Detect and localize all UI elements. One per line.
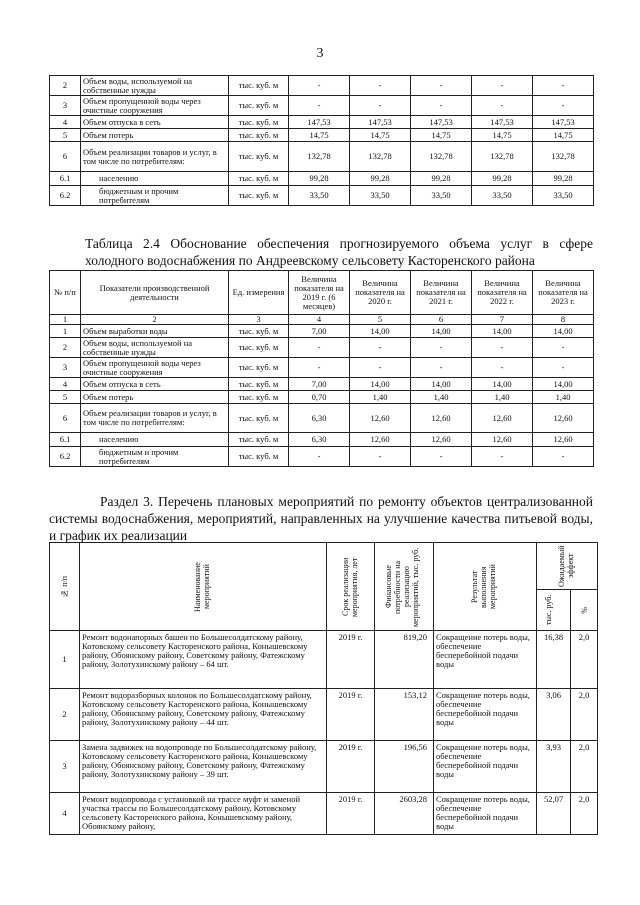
indicator-name: Объем выработки воды <box>81 325 229 338</box>
measure-name: Ремонт водоразборных колонок по Большесолдатскому району, Котовскому сельсовету Касторенского района, Конышевскому району, Обоянскому району, Советскому району, Фатежскому району, Золотухинскому району – 44 шт. <box>80 689 327 741</box>
table-2-4-title: Таблица 2.4 Обоснование обеспечения прогнозируемого объема услуг в сфере холодного водоснабжения по Андреевскому сельсовету Касторенского района <box>85 236 593 268</box>
value-cell: 7,00 <box>289 378 350 391</box>
value-cell: - <box>289 76 350 96</box>
value-cell: 33,50 <box>411 186 472 206</box>
column-header: Величина показателя на 2020 г. <box>350 271 411 315</box>
value-cell: 14,00 <box>533 325 594 338</box>
column-header: Величина показателя на 2023 г. <box>533 271 594 315</box>
value-cell: 1,40 <box>411 391 472 404</box>
table-2-4 <box>49 270 594 467</box>
unit-cell: тыс. куб. м <box>229 129 289 142</box>
unit-cell: тыс. куб. м <box>229 433 289 447</box>
measure-row <box>50 631 598 689</box>
value-cell: 14,00 <box>533 378 594 391</box>
indicator-name: Объем пропущенной воды через очистные сооружения <box>81 358 229 378</box>
table-row <box>50 116 594 129</box>
value-cell: 6,30 <box>289 433 350 447</box>
value-cell: 14,00 <box>411 378 472 391</box>
measure-term: 2019 г. <box>327 631 375 689</box>
column-number: 1 <box>50 315 81 325</box>
value-cell: - <box>411 76 472 96</box>
unit-cell: тыс. куб. м <box>229 116 289 129</box>
table-row <box>50 391 594 404</box>
value-cell: 14,00 <box>411 325 472 338</box>
value-cell: 12,60 <box>411 404 472 433</box>
value-cell: 14,75 <box>350 129 411 142</box>
unit-cell: тыс. куб. м <box>229 338 289 358</box>
effect-rub: 3,06 <box>537 689 571 741</box>
table-header-row <box>50 271 594 315</box>
value-cell: - <box>289 96 350 116</box>
value-cell: - <box>411 358 472 378</box>
measures-table <box>49 542 598 835</box>
measure-result: Сокращение потерь воды, обеспечение бесперебойной подачи воды <box>434 631 537 689</box>
indicator-name: бюджетным и прочим потребителям <box>81 447 229 467</box>
value-cell: 147,53 <box>411 116 472 129</box>
unit-cell: тыс. куб. м <box>229 96 289 116</box>
row-number: 4 <box>50 378 81 391</box>
header-number: № п/п <box>50 543 80 631</box>
unit-cell: тыс. куб. м <box>229 172 289 186</box>
column-number: 7 <box>472 315 533 325</box>
value-cell: - <box>533 96 594 116</box>
value-cell: 1,40 <box>533 391 594 404</box>
table-row <box>50 378 594 391</box>
value-cell: 99,28 <box>350 172 411 186</box>
unit-cell: тыс. куб. м <box>229 76 289 96</box>
unit-cell: тыс. куб. м <box>229 186 289 206</box>
value-cell: 14,00 <box>472 325 533 338</box>
value-cell: - <box>411 96 472 116</box>
indicator-name: населению <box>81 433 229 447</box>
indicator-name: населению <box>81 172 229 186</box>
indicator-name: Объем потерь <box>81 129 229 142</box>
row-number: 4 <box>50 793 80 835</box>
value-cell: 12,60 <box>350 433 411 447</box>
column-number: 4 <box>289 315 350 325</box>
measure-finance: 819,20 <box>375 631 434 689</box>
measure-finance: 153,12 <box>375 689 434 741</box>
value-cell: 12,60 <box>350 404 411 433</box>
table-row <box>50 142 594 172</box>
value-cell: 14,75 <box>472 129 533 142</box>
value-cell: - <box>533 358 594 378</box>
table-row <box>50 76 594 96</box>
row-number: 3 <box>50 741 80 793</box>
table-row <box>50 447 594 467</box>
value-cell: - <box>411 338 472 358</box>
value-cell: 132,78 <box>350 142 411 172</box>
column-number: 2 <box>81 315 229 325</box>
indicator-name: Объем пропущенной воды через очистные сооружения <box>81 96 229 116</box>
indicator-name: Объем отпуска в сеть <box>81 378 229 391</box>
value-cell: 147,53 <box>289 116 350 129</box>
value-cell: 33,50 <box>533 186 594 206</box>
unit-cell: тыс. куб. м <box>229 325 289 338</box>
value-cell: - <box>472 338 533 358</box>
value-cell: 33,50 <box>350 186 411 206</box>
measure-term: 2019 г. <box>327 689 375 741</box>
table-row <box>50 433 594 447</box>
measure-term: 2019 г. <box>327 793 375 835</box>
indicator-name: Объем реализации товаров и услуг, в том числе по потребителям: <box>81 142 229 172</box>
value-cell: 14,00 <box>350 325 411 338</box>
value-cell: 14,75 <box>533 129 594 142</box>
table-row <box>50 172 594 186</box>
value-cell: - <box>472 76 533 96</box>
value-cell: 99,28 <box>472 172 533 186</box>
column-header: Ед. измерения <box>229 271 289 315</box>
value-cell: 33,50 <box>472 186 533 206</box>
value-cell: - <box>533 447 594 467</box>
value-cell: 12,60 <box>411 433 472 447</box>
indicator-name: Объем воды, используемой на собственные нужды <box>81 76 229 96</box>
indicator-name: Объем реализации товаров и услуг, в том числе по потребителям: <box>81 404 229 433</box>
header-finance: Финансовые потребности на реализацию мероприятий, тыс. руб. <box>375 543 434 631</box>
value-cell: 99,28 <box>533 172 594 186</box>
value-cell: - <box>472 358 533 378</box>
column-header: Величина показателя на 2022 г. <box>472 271 533 315</box>
table-row <box>50 358 594 378</box>
unit-cell: тыс. куб. м <box>229 404 289 433</box>
table-row <box>50 404 594 433</box>
measure-result: Сокращение потерь воды, обеспечение бесперебойной подачи воды <box>434 689 537 741</box>
measure-row <box>50 793 598 835</box>
value-cell: 132,78 <box>289 142 350 172</box>
effect-pct: 2,0 <box>571 689 598 741</box>
row-number: 6.1 <box>50 172 81 186</box>
effect-pct: 2,0 <box>571 631 598 689</box>
row-number: 6 <box>50 142 81 172</box>
value-cell: 99,28 <box>411 172 472 186</box>
value-cell: 132,78 <box>533 142 594 172</box>
column-header: Показатели производственной деятельности <box>81 271 229 315</box>
header-effect: Ожидаемый эффект <box>537 543 598 590</box>
measure-finance: 196,56 <box>375 741 434 793</box>
table-continuation <box>49 75 594 206</box>
indicator-name: Объем потерь <box>81 391 229 404</box>
indicator-name: бюджетным и прочим потребителям <box>81 186 229 206</box>
value-cell: 12,60 <box>533 404 594 433</box>
row-number: 1 <box>50 631 80 689</box>
unit-cell: тыс. куб. м <box>229 142 289 172</box>
row-number: 6.2 <box>50 186 81 206</box>
measure-row <box>50 689 598 741</box>
section-3-title: Раздел 3. Перечень плановых мероприятий по ремонту объектов централизованной системы водоснабжения, мероприятий, направленных на улучшение качества питьевой воды, и график их реализации <box>49 494 593 543</box>
header-name: Наименование мероприятий <box>80 543 327 631</box>
header-effect-rub: тыс. руб. <box>537 590 571 631</box>
value-cell: - <box>411 447 472 467</box>
value-cell: 12,60 <box>533 433 594 447</box>
measure-finance: 2603,28 <box>375 793 434 835</box>
column-header: Величина показателя на 2019 г. (6 месяцев) <box>289 271 350 315</box>
value-cell: 147,53 <box>350 116 411 129</box>
table-row <box>50 338 594 358</box>
column-number: 6 <box>411 315 472 325</box>
header-effect-pct: % <box>571 590 598 631</box>
row-number: 3 <box>50 358 81 378</box>
table-row <box>50 129 594 142</box>
value-cell: 132,78 <box>472 142 533 172</box>
value-cell: 1,40 <box>472 391 533 404</box>
value-cell: 99,28 <box>289 172 350 186</box>
value-cell: 33,50 <box>289 186 350 206</box>
value-cell: 14,00 <box>350 378 411 391</box>
column-header: Величина показателя на 2021 г. <box>411 271 472 315</box>
column-number-row <box>50 315 594 325</box>
column-number: 8 <box>533 315 594 325</box>
measure-term: 2019 г. <box>327 741 375 793</box>
value-cell: 6,30 <box>289 404 350 433</box>
page-number: 3 <box>316 46 324 61</box>
value-cell: - <box>350 358 411 378</box>
table-row <box>50 186 594 206</box>
measure-result: Сокращение потерь воды, обеспечение бесперебойной подачи воды <box>434 793 537 835</box>
column-number: 3 <box>229 315 289 325</box>
value-cell: - <box>472 96 533 116</box>
value-cell: - <box>289 447 350 467</box>
value-cell: - <box>472 447 533 467</box>
row-number: 6.2 <box>50 447 81 467</box>
indicator-name: Объем отпуска в сеть <box>81 116 229 129</box>
unit-cell: тыс. куб. м <box>229 391 289 404</box>
header-result: Результат выполнения мероприятий <box>434 543 537 631</box>
row-number: 6.1 <box>50 433 81 447</box>
effect-pct: 2,0 <box>571 741 598 793</box>
table-row <box>50 96 594 116</box>
unit-cell: тыс. куб. м <box>229 358 289 378</box>
value-cell: 0,70 <box>289 391 350 404</box>
value-cell: 14,75 <box>289 129 350 142</box>
value-cell: - <box>533 338 594 358</box>
table-row <box>50 325 594 338</box>
unit-cell: тыс. куб. м <box>229 447 289 467</box>
measure-result: Сокращение потерь воды, обеспечение бесперебойной подачи воды <box>434 741 537 793</box>
row-number: 6 <box>50 404 81 433</box>
effect-rub: 3,93 <box>537 741 571 793</box>
value-cell: 12,60 <box>472 404 533 433</box>
column-number: 5 <box>350 315 411 325</box>
header-term: Срок реализации мероприятия, лет <box>327 543 375 631</box>
row-number: 3 <box>50 96 81 116</box>
value-cell: - <box>350 76 411 96</box>
value-cell: 1,40 <box>350 391 411 404</box>
value-cell: - <box>289 338 350 358</box>
value-cell: - <box>350 96 411 116</box>
unit-cell: тыс. куб. м <box>229 378 289 391</box>
value-cell: 147,53 <box>472 116 533 129</box>
measure-row <box>50 741 598 793</box>
value-cell: 14,75 <box>411 129 472 142</box>
value-cell: 12,60 <box>472 433 533 447</box>
value-cell: - <box>289 358 350 378</box>
value-cell: 14,00 <box>472 378 533 391</box>
row-number: 4 <box>50 116 81 129</box>
value-cell: 7,00 <box>289 325 350 338</box>
value-cell: 132,78 <box>411 142 472 172</box>
measure-name: Замена задвижек на водопроводе по Большесолдатскому району, Котовскому сельсовету Касторенского района, Конышевскому району, Обоянскому району, Советскому району, Фатежскому району, Золотухинскому району – 39 шт. <box>80 741 327 793</box>
row-number: 2 <box>50 76 81 96</box>
value-cell: - <box>350 338 411 358</box>
effect-rub: 52,07 <box>537 793 571 835</box>
row-number: 2 <box>50 338 81 358</box>
column-header: № п/п <box>50 271 81 315</box>
row-number: 5 <box>50 391 81 404</box>
measure-name: Ремонт водопровода с установкой на трассе муфт и заменой участка трассы по Большесолдатскому району, Котовскому сельсовету Касторенского района, Конышевскому району, Обоянскому району, <box>80 793 327 835</box>
row-number: 1 <box>50 325 81 338</box>
value-cell: 147,53 <box>533 116 594 129</box>
effect-rub: 16,38 <box>537 631 571 689</box>
value-cell: - <box>533 76 594 96</box>
indicator-name: Объем воды, используемой на собственные нужды <box>81 338 229 358</box>
value-cell: - <box>350 447 411 467</box>
measure-name: Ремонт водонапорных башен по Большесолдатскому району, Котовскому сельсовету Касторенского района, Конышевскому району, Обоянскому району, Советскому району, Фатежскому району, Золотухинскому району – 64 шт. <box>80 631 327 689</box>
row-number: 5 <box>50 129 81 142</box>
effect-pct: 2,0 <box>571 793 598 835</box>
row-number: 2 <box>50 689 80 741</box>
